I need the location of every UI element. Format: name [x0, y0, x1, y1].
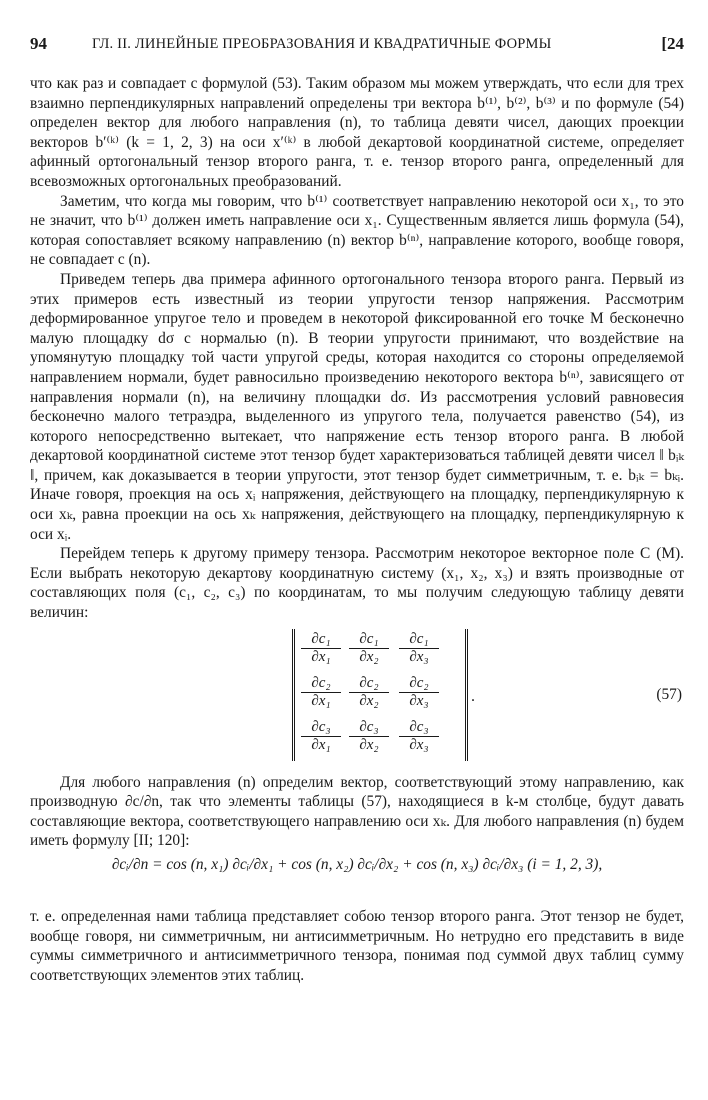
- paragraph: Заметим, что когда мы говорим, что b⁽¹⁾ соответствует направлению некоторой оси x₁, то это не значит, что b⁽¹⁾ должен иметь направление оси x₁. Существенным является лишь формула (54), которая сопоставляет всякому направлению (n) вектор b⁽ⁿ⁾, направление которого, вообще говоря, не совпадает с (n).: [30, 192, 684, 269]
- paragraph: Приведем теперь два примера афинного ортогонального тензора второго ранга. Первый из этих примеров есть известный из теории упругости тензор напряжения. Рассмотрим деформированное упругое тело и проведем в некоторой фиксированной его точке M бесконечно малую площадку dσ с нормалью (n). В теории упругости принимают, что воздействие на упомянутую площадку той части упругой среды, которая находится со стороны определяемой направлением нормали, будет равносильно произведению некоторого вектора b⁽ⁿ⁾, зависящего от направления нормали (n), на величину площадки dσ. Из рассмотрения условий равновесия бесконечно малого тетраэдра, выделенного из упругого тела, получается равенство (54), из которого непосредственно вытекает, что напряжение есть тензор второго ранга. В любой декартовой координатной системе этот тензор будет характеризоваться таблицей девяти чисел ‖ bᵢₖ ‖, причем, как доказывается в теории упругости, этот тензор будет симметричным, т. е. bᵢₖ = bₖᵢ. Иначе говоря, проекция на ось xᵢ напряжения, действующего на площадку, перпендикулярную к оси xₖ, равна проекции на ось xₖ напряжения, действующего на площадку, перпендикулярную к оси xᵢ.: [30, 270, 684, 543]
- matrix-trailing-period: .: [471, 687, 475, 705]
- page-number: 94: [30, 34, 47, 53]
- matrix-cell: $\frac{\text{∂c₁}}{\text{∂x₂}}$: [349, 631, 389, 666]
- equation-number: (57): [656, 685, 682, 703]
- derivative-matrix: [292, 629, 468, 761]
- paragraph: Перейдем теперь к другому примеру тензора. Рассмотрим некоторое векторное поле C (M). Если выбрать некоторую декартову координатную систему (x₁, x₂, x₃) и взять производные от составляющих поля (c₁, c₂, c₃) по координатам, то мы получим следующую таблицу девяти величин:: [30, 545, 684, 622]
- matrix-cell: $\frac{\text{∂c₃}}{\text{∂x₁}}$: [301, 719, 341, 754]
- matrix-cell: $\frac{\text{∂c₂}}{\text{∂x₂}}$: [349, 675, 389, 710]
- matrix-cell: $\frac{\text{∂c₂}}{\text{∂x₃}}$: [399, 675, 439, 710]
- matrix-cell: $\frac{\text{∂c₁}}{\text{∂x₃}}$: [399, 631, 439, 666]
- running-head: ГЛ. II. ЛИНЕЙНЫЕ ПРЕОБРАЗОВАНИЯ И КВАДРАТИЧНЫЕ ФОРМЫ: [92, 36, 552, 52]
- paragraph: что как раз и совпадает с формулой (53). Таким образом мы можем утверждать, что если для трех взаимно перпендикулярных направлений определены три вектора b⁽¹⁾, b⁽²⁾, b⁽³⁾ и по формуле (54) определен вектор для любого направления (n), то таблица девяти чисел, дающих проекции векторов b′⁽ᵏ⁾ (k = 1, 2, 3) на оси x′⁽ᵏ⁾ в любой декартовой координатной системе, определяет афинный ортогональный тензор второго ранга, т. е. тензор второго ранга, определенный для всевозможных ортогональных преобразований.: [30, 75, 684, 190]
- matrix-cell: $\frac{\text{∂c₁}}{\text{∂x₁}}$: [301, 631, 341, 666]
- matrix-cell: $\frac{\text{∂c₃}}{\text{∂x₃}}$: [399, 719, 439, 754]
- matrix-cell: $\frac{\text{∂c₃}}{\text{∂x₂}}$: [349, 719, 389, 754]
- matrix-equation-57: [30, 627, 684, 767]
- paragraph: т. е. определенная нами таблица представляет собою тензор второго ранга. Этот тензор не будет, вообще говоря, ни симметричным, ни антисимметричным. Но нетрудно его представить в виде суммы симметричного и антисимметричного тензора, понимая под суммой двух таблиц сумму соответствующих элементов этих таблиц.: [30, 908, 684, 984]
- section-number: [24: [661, 34, 684, 53]
- book-page: [30, 34, 684, 985]
- page-body: [30, 74, 684, 985]
- matrix-cell: $\frac{\text{∂c₂}}{\text{∂x₁}}$: [301, 675, 341, 710]
- directional-derivative-formula: ∂cᵢ/∂n = cos (n, x₁) ∂cᵢ/∂x₁ + cos (n, x₂) ∂cᵢ/∂x₂ + cos (n, x₃) ∂cᵢ/∂x₃ (i = 1, 2, 3),: [111, 856, 603, 873]
- page-header: [30, 34, 684, 60]
- paragraph: Для любого направления (n) определим вектор, соответствующий этому направлению, как производную ∂c/∂n, так что элементы таблицы (57), находящиеся в k-м столбце, будут давать составляющие вектора, соответствующего направлению оси xₖ. Для любого направления (n) будем иметь формулу [II; 120]:: [30, 773, 684, 850]
